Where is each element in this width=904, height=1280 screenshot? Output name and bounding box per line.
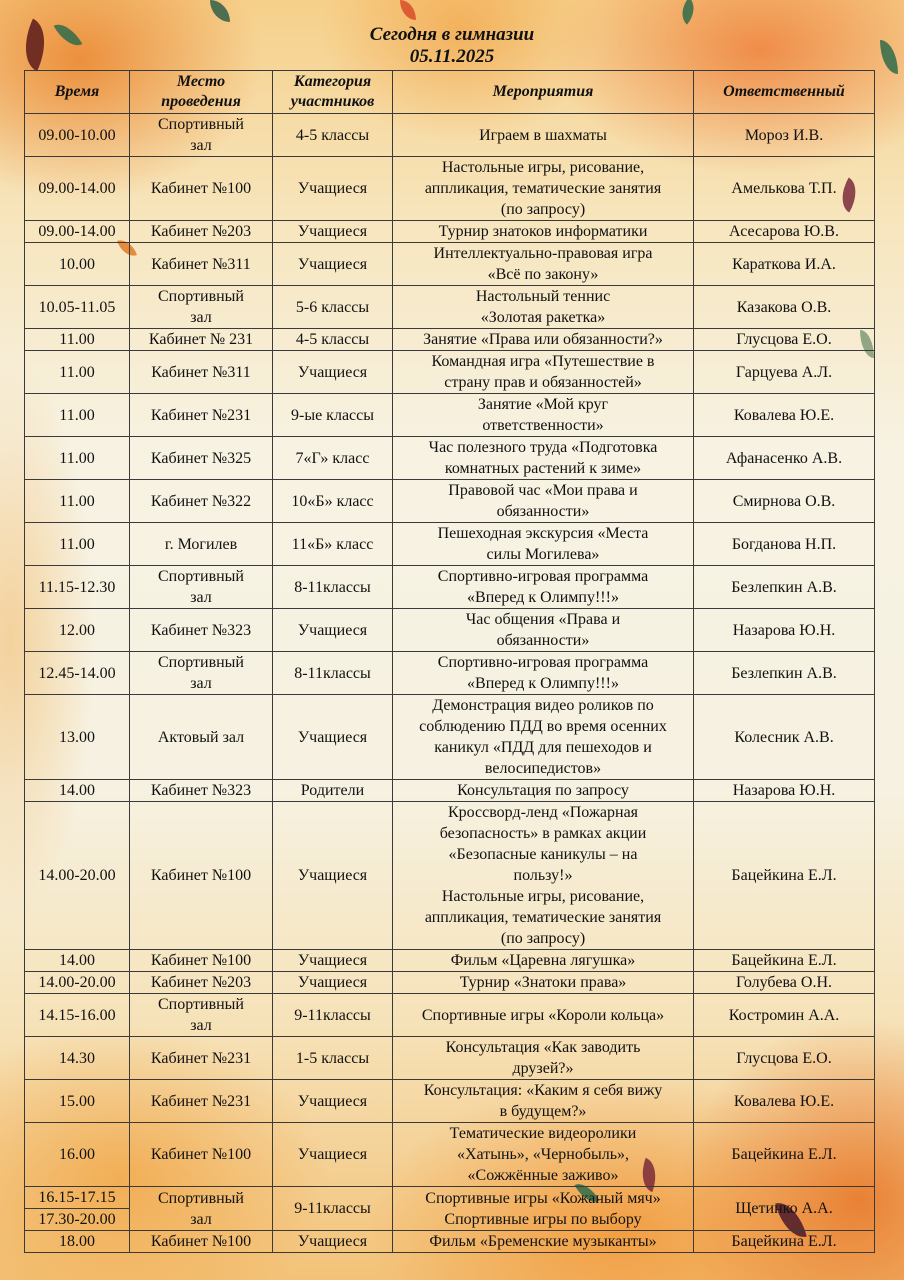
cell-category: 7«Г» класс <box>273 437 393 480</box>
cell-event: Спортивные игры «Кожаный мяч» Спортивные игры по выбору <box>393 1187 694 1231</box>
cell-event: Турнир знатоков информатики <box>393 221 694 243</box>
cell-responsible: Безлепкин А.В. <box>694 652 875 695</box>
cell-place: Кабинет №231 <box>130 1080 273 1123</box>
cell-event: Интеллектуально-правовая игра «Всё по закону» <box>393 243 694 286</box>
cell-responsible: Бацейкина Е.Л. <box>694 1123 875 1187</box>
cell-time: 11.00 <box>25 329 130 351</box>
cell-event: Кроссворд-ленд «Пожарная безопасность» в рамках акции «Безопасные каникулы – на пользу!» Настольные игры, рисование, аппликация, тематические занятия (по запросу) <box>393 802 694 950</box>
cell-place: Кабинет №325 <box>130 437 273 480</box>
cell-category: 10«Б» класс <box>273 480 393 523</box>
cell-category: Учащиеся <box>273 1123 393 1187</box>
column-header-category: Категория участников <box>273 71 393 114</box>
table-row <box>25 437 875 480</box>
cell-responsible: Смирнова О.В. <box>694 480 875 523</box>
cell-responsible: Щетинко А.А. <box>694 1187 875 1231</box>
table-row <box>25 394 875 437</box>
column-header-responsible: Ответственный <box>694 71 875 114</box>
cell-time: 11.00 <box>25 480 130 523</box>
cell-time-part: 17.30-20.00 <box>38 1211 116 1228</box>
table-header-row <box>25 71 875 114</box>
cell-category: Учащиеся <box>273 972 393 994</box>
cell-responsible: Назарова Ю.Н. <box>694 609 875 652</box>
cell-event: Правовой час «Мои права и обязанности» <box>393 480 694 523</box>
cell-event: Тематические видеоролики «Хатынь», «Чернобыль», «Сожжённые заживо» <box>393 1123 694 1187</box>
cell-time: 14.00-20.00 <box>25 802 130 950</box>
cell-responsible: Голубева О.Н. <box>694 972 875 994</box>
cell-place: Кабинет №311 <box>130 243 273 286</box>
table-row <box>25 286 875 329</box>
cell-time <box>25 1187 130 1231</box>
cell-responsible: Гарцуева А.Л. <box>694 351 875 394</box>
cell-place: Кабинет №231 <box>130 394 273 437</box>
cell-responsible: Колесник А.В. <box>694 695 875 780</box>
cell-place: Кабинет №323 <box>130 780 273 802</box>
cell-time: 14.00 <box>25 780 130 802</box>
table-row <box>25 221 875 243</box>
cell-category: 8-11классы <box>273 566 393 609</box>
cell-event: Настольные игры, рисование, аппликация, тематические занятия (по запросу) <box>393 157 694 221</box>
cell-responsible: Ковалева Ю.Е. <box>694 394 875 437</box>
cell-time: 11.00 <box>25 523 130 566</box>
table-row <box>25 157 875 221</box>
cell-place: Кабинет №100 <box>130 950 273 972</box>
cell-time: 14.00-20.00 <box>25 972 130 994</box>
cell-place: Спортивный зал <box>130 566 273 609</box>
cell-place: Актовый зал <box>130 695 273 780</box>
cell-place: Кабинет №311 <box>130 351 273 394</box>
cell-event: Спортивно-игровая программа «Вперед к Олимпу!!!» <box>393 652 694 695</box>
cell-place: Спортивный зал <box>130 286 273 329</box>
cell-category: Учащиеся <box>273 1080 393 1123</box>
table-row <box>25 652 875 695</box>
cell-time: 18.00 <box>25 1231 130 1253</box>
cell-place: Спортивный зал <box>130 652 273 695</box>
cell-category: 5-6 классы <box>273 286 393 329</box>
table-row <box>25 780 875 802</box>
cell-time: 11.00 <box>25 351 130 394</box>
cell-place: Кабинет №323 <box>130 609 273 652</box>
cell-category: 9-11классы <box>273 994 393 1037</box>
cell-responsible: Афанасенко А.В. <box>694 437 875 480</box>
cell-time: 15.00 <box>25 1080 130 1123</box>
cell-category: 1-5 классы <box>273 1037 393 1080</box>
cell-responsible: Казакова О.В. <box>694 286 875 329</box>
cell-responsible: Глусцова Е.О. <box>694 1037 875 1080</box>
cell-time: 16.00 <box>25 1123 130 1187</box>
cell-category: Родители <box>273 780 393 802</box>
cell-responsible: Богданова Н.П. <box>694 523 875 566</box>
leaf-decoration <box>675 0 701 25</box>
cell-category: Учащиеся <box>273 802 393 950</box>
cell-place: Кабинет №203 <box>130 972 273 994</box>
column-header-time: Время <box>25 71 130 114</box>
cell-place: Кабинет №322 <box>130 480 273 523</box>
table-row <box>25 1080 875 1123</box>
table-row <box>25 329 875 351</box>
cell-event: Консультация по запросу <box>393 780 694 802</box>
cell-responsible: Безлепкин А.В. <box>694 566 875 609</box>
cell-time: 12.00 <box>25 609 130 652</box>
cell-responsible: Костромин А.А. <box>694 994 875 1037</box>
cell-responsible: Бацейкина Е.Л. <box>694 950 875 972</box>
cell-category: Учащиеся <box>273 1231 393 1253</box>
cell-category: 9-ые классы <box>273 394 393 437</box>
table-row <box>25 695 875 780</box>
table-row <box>25 1123 875 1187</box>
cell-event: Консультация: «Каким я себя вижу в будущем?» <box>393 1080 694 1123</box>
cell-responsible: Караткова И.А. <box>694 243 875 286</box>
cell-place: Кабинет №100 <box>130 1231 273 1253</box>
cell-place: Спортивный зал <box>130 994 273 1037</box>
cell-event: Консультация «Как заводить друзей?» <box>393 1037 694 1080</box>
table-row <box>25 802 875 950</box>
schedule-table <box>24 70 875 1253</box>
cell-time: 09.00-14.00 <box>25 157 130 221</box>
cell-place: Кабинет №231 <box>130 1037 273 1080</box>
table-row <box>25 351 875 394</box>
cell-event: Спортивно-игровая программа «Вперед к Олимпу!!!» <box>393 566 694 609</box>
cell-responsible: Бацейкина Е.Л. <box>694 802 875 950</box>
cell-place: Кабинет №203 <box>130 221 273 243</box>
cell-category: Учащиеся <box>273 157 393 221</box>
cell-place: Спортивный зал <box>130 1187 273 1231</box>
table-row <box>25 1037 875 1080</box>
cell-time: 10.00 <box>25 243 130 286</box>
cell-time: 09.00-14.00 <box>25 221 130 243</box>
page-title: Сегодня в гимназии <box>369 24 535 45</box>
cell-event: Турнир «Знатоки права» <box>393 972 694 994</box>
cell-category: 11«Б» класс <box>273 523 393 566</box>
cell-category: Учащиеся <box>273 695 393 780</box>
cell-responsible: Асесарова Ю.В. <box>694 221 875 243</box>
cell-category: 8-11классы <box>273 652 393 695</box>
cell-time-part: 16.15-17.15 <box>25 1187 129 1209</box>
column-header-event: Мероприятия <box>393 71 694 114</box>
leaf-decoration <box>400 0 416 20</box>
cell-event: Демонстрация видео роликов по соблюдению ПДД во время осенних каникул «ПДД для пешеходов и велосипедистов» <box>393 695 694 780</box>
table-row <box>25 994 875 1037</box>
page-date: 05.11.2025 <box>409 46 495 67</box>
cell-time: 11.00 <box>25 394 130 437</box>
cell-event: Командная игра «Путешествие в страну прав и обязанностей» <box>393 351 694 394</box>
cell-category: Учащиеся <box>273 221 393 243</box>
cell-category: Учащиеся <box>273 950 393 972</box>
cell-place: Кабинет №100 <box>130 157 273 221</box>
cell-time: 10.05-11.05 <box>25 286 130 329</box>
cell-time: 11.00 <box>25 437 130 480</box>
cell-responsible: Мороз И.В. <box>694 114 875 157</box>
table-row <box>25 566 875 609</box>
cell-place: Кабинет №100 <box>130 802 273 950</box>
cell-time: 14.15-16.00 <box>25 994 130 1037</box>
cell-responsible: Назарова Ю.Н. <box>694 780 875 802</box>
cell-responsible: Глусцова Е.О. <box>694 329 875 351</box>
cell-event: Фильм «Царевна лягушка» <box>393 950 694 972</box>
cell-responsible: Амелькова Т.П. <box>694 157 875 221</box>
cell-event: Настольный теннис «Золотая ракетка» <box>393 286 694 329</box>
cell-time: 14.00 <box>25 950 130 972</box>
cell-responsible: Бацейкина Е.Л. <box>694 1231 875 1253</box>
cell-event: Спортивные игры «Короли кольца» <box>393 994 694 1037</box>
cell-responsible: Ковалева Ю.Е. <box>694 1080 875 1123</box>
cell-place: Спортивный зал <box>130 114 273 157</box>
table-row <box>25 523 875 566</box>
cell-category: 9-11классы <box>273 1187 393 1231</box>
cell-category: Учащиеся <box>273 243 393 286</box>
cell-time: 13.00 <box>25 695 130 780</box>
cell-category: 4-5 классы <box>273 114 393 157</box>
cell-category: 4-5 классы <box>273 329 393 351</box>
cell-event: Час общения «Права и обязанности» <box>393 609 694 652</box>
table-row <box>25 972 875 994</box>
cell-event: Занятие «Права или обязанности?» <box>393 329 694 351</box>
column-header-place: Место проведения <box>130 71 273 114</box>
cell-event: Пешеходная экскурсия «Места силы Могилева» <box>393 523 694 566</box>
cell-time: 12.45-14.00 <box>25 652 130 695</box>
cell-time: 14.30 <box>25 1037 130 1080</box>
cell-event: Играем в шахматы <box>393 114 694 157</box>
table-row <box>25 243 875 286</box>
table-row <box>25 480 875 523</box>
cell-time: 11.15-12.30 <box>25 566 130 609</box>
table-row <box>25 1231 875 1253</box>
cell-category: Учащиеся <box>273 351 393 394</box>
cell-place: Кабинет № 231 <box>130 329 273 351</box>
cell-time: 09.00-10.00 <box>25 114 130 157</box>
cell-event: Занятие «Мой круг ответственности» <box>393 394 694 437</box>
table-row <box>25 950 875 972</box>
table-row <box>25 1187 875 1231</box>
table-row <box>25 609 875 652</box>
cell-event: Час полезного труда «Подготовка комнатных растений к зиме» <box>393 437 694 480</box>
leaf-decoration <box>210 0 230 22</box>
cell-event: Фильм «Бременские музыканты» <box>393 1231 694 1253</box>
cell-category: Учащиеся <box>273 609 393 652</box>
cell-place: Кабинет №100 <box>130 1123 273 1187</box>
cell-place: г. Могилев <box>130 523 273 566</box>
table-row <box>25 114 875 157</box>
